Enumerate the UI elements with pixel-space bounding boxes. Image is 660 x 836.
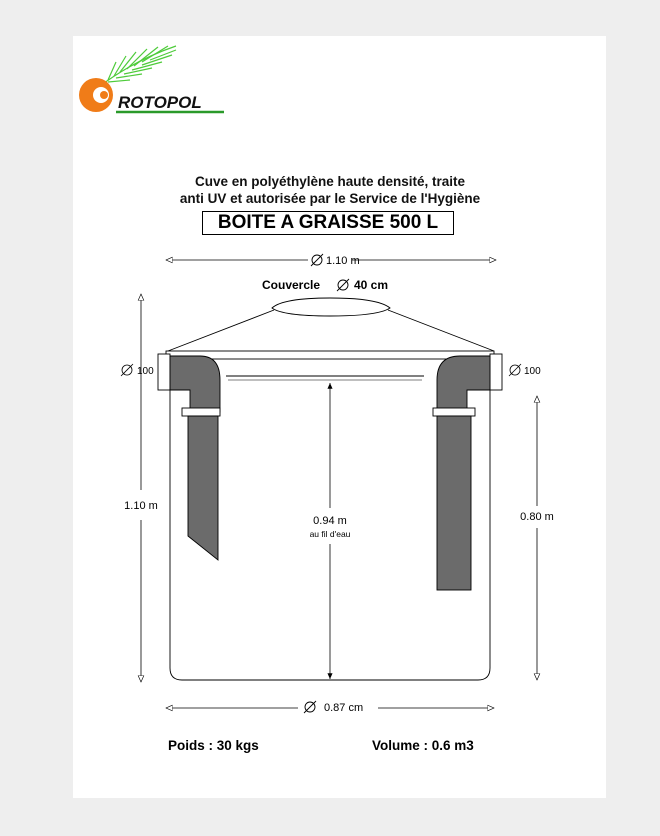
lid-text: Couvercle bbox=[262, 278, 321, 292]
outlet-diameter-value: 100 bbox=[524, 366, 541, 377]
palm-leaf-icon bbox=[100, 46, 176, 86]
outlet-height-label: 0.80 m bbox=[520, 511, 554, 523]
water-height-note: au fil d'eau bbox=[309, 529, 351, 539]
inlet-diameter-label bbox=[121, 364, 154, 377]
diameter-icon bbox=[337, 279, 349, 291]
inlet-pipe bbox=[158, 354, 220, 560]
lid-diameter: 40 cm bbox=[354, 278, 389, 292]
product-title: BOITE A GRAISSE 500 L bbox=[202, 211, 454, 235]
outlet-height-dimension bbox=[520, 396, 554, 680]
water-height-label: 0.94 m bbox=[313, 515, 347, 527]
description-line-2: anti UV et autorisée par le Service de l'Hygiène bbox=[179, 191, 481, 206]
water-height-dimension bbox=[310, 383, 351, 679]
bottom-width-dimension bbox=[166, 701, 494, 714]
top-width-label: 1.10 m bbox=[326, 255, 360, 267]
outlet-diameter-label bbox=[509, 364, 541, 377]
brand-name: ROTOPOL bbox=[118, 93, 202, 112]
diameter-icon bbox=[311, 254, 323, 266]
bottom-width-label: 0.87 cm bbox=[324, 702, 364, 714]
inlet-diameter-value: 100 bbox=[137, 366, 154, 377]
lid-label bbox=[262, 278, 388, 292]
description-line-1: Cuve en polyéthylène haute densité, traite bbox=[194, 174, 466, 189]
total-height-label: 1.10 m bbox=[124, 500, 158, 512]
total-height-dimension bbox=[124, 294, 158, 682]
weight-spec: Poids : 30 kgs bbox=[168, 738, 259, 753]
rotopol-logo bbox=[79, 46, 224, 112]
outlet-pipe bbox=[433, 354, 502, 590]
outlet-flange bbox=[490, 354, 502, 390]
volume-spec: Volume : 0.6 m3 bbox=[372, 738, 474, 753]
top-width-dimension bbox=[166, 254, 496, 267]
diameter-icon bbox=[304, 701, 316, 713]
inlet-flange bbox=[158, 354, 170, 390]
